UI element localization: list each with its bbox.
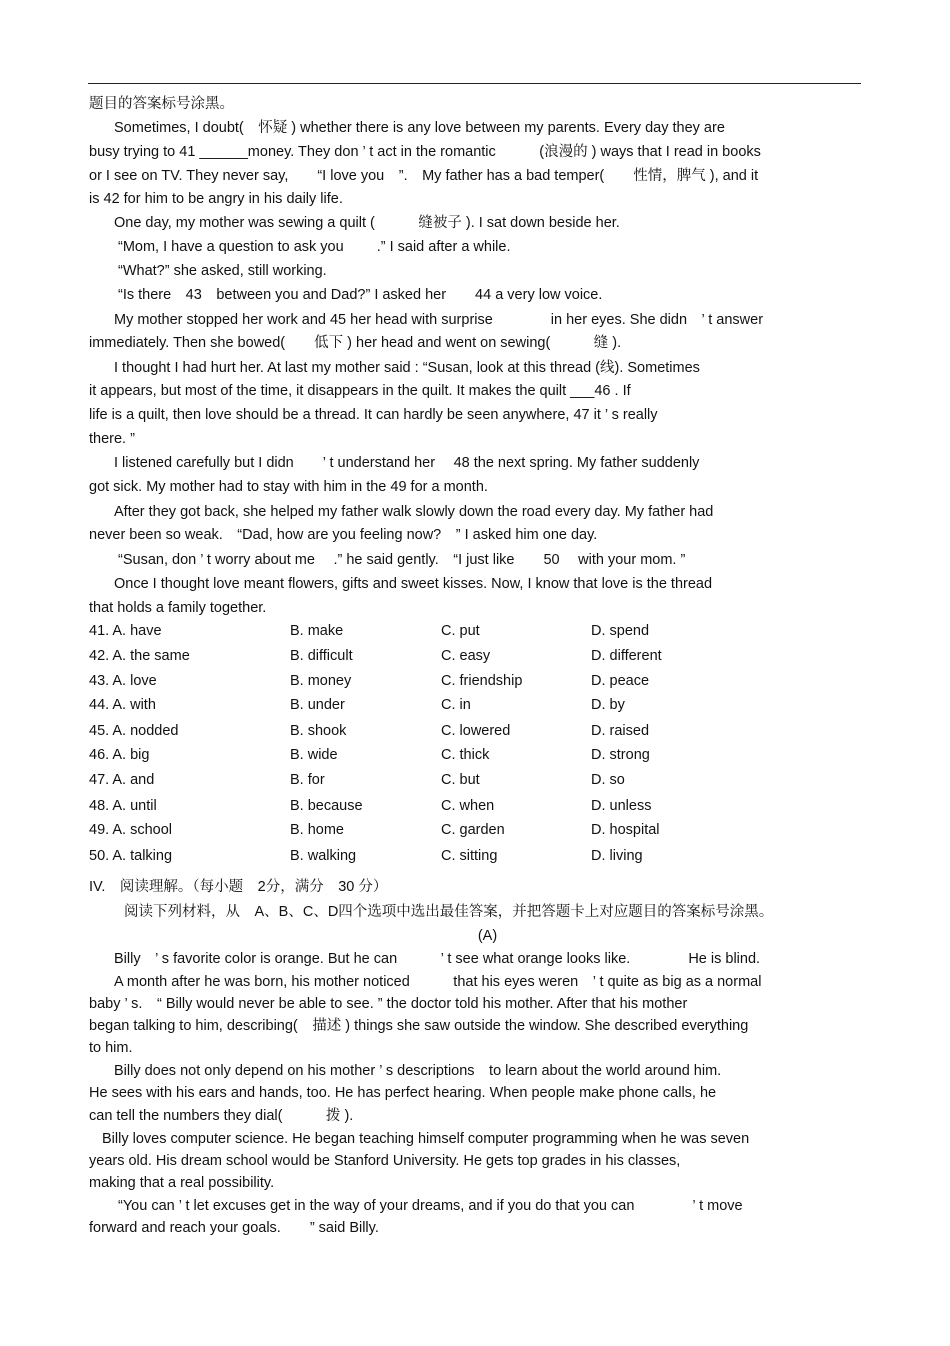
cloze-line: “Is there 43 between you and Dad?” I asked her 44 a very low voice. [118, 287, 603, 303]
reading-line: baby ’ s. “ Billy would never be able to see. ” the doctor told his mother. After that his mother [89, 996, 688, 1012]
option-d: D. peace [591, 673, 650, 689]
option-d: D. raised [591, 723, 650, 739]
header-rule [88, 83, 861, 84]
option-c: C. easy [441, 648, 491, 664]
option-a: 44. A. with [89, 697, 156, 713]
option-b: B. home [290, 822, 344, 838]
reading-line: to him. [89, 1040, 133, 1056]
option-b: B. because [290, 798, 363, 814]
reading-line: A month after he was born, his mother noticed that his eyes weren ’ t quite as big as a normal [114, 974, 762, 990]
option-d: D. spend [591, 623, 650, 639]
option-b: B. under [290, 697, 345, 713]
option-c: C. sitting [441, 848, 498, 864]
cloze-line: Once I thought love meant flowers, gifts and sweet kisses. Now, I know that love is the thread [114, 576, 713, 592]
option-b: B. money [290, 673, 352, 689]
cloze-line: Sometimes, I doubt( 怀疑 ) whether there is any love between my parents. Every day they are [114, 120, 725, 136]
cloze-line: life is a quilt, then love should be a thread. It can hardly be seen anywhere, 47 it ’ s really [89, 407, 658, 423]
cloze-line: got sick. My mother had to stay with him in the 49 for a month. [89, 479, 488, 495]
reading-line: years old. His dream school would be Stanford University. He gets top grades in his classes, [89, 1153, 681, 1169]
cloze-line: busy trying to 41 ______money. They don ’ t act in the romantic (浪漫的 ) ways that I read in books [89, 144, 761, 160]
option-c: C. thick [441, 747, 490, 763]
reading-line: He sees with his ears and hands, too. He has perfect hearing. When people make phone calls, he [89, 1085, 717, 1101]
option-d: D. hospital [591, 822, 660, 838]
section-title: IV. 阅读理解。（每小题 2分，满分 30 分） [89, 879, 388, 895]
reading-line: can tell the numbers they dial( 拨 ). [89, 1108, 354, 1124]
section-instruction: 阅读下列材料，从 A、B、C、D四个选项中选出最佳答案，并把答题卡上对应题目的答案标号涂黑。 [124, 904, 774, 920]
reading-line: Billy ’ s favorite color is orange. But he can ’ t see what orange looks like. He is blind. [114, 951, 761, 967]
option-c: C. put [441, 623, 480, 639]
reading-line: Billy loves computer science. He began teaching himself computer programming when he was seven [102, 1131, 750, 1147]
option-d: D. strong [591, 747, 650, 763]
cloze-line: “What?” she asked, still working. [118, 263, 327, 279]
option-b: B. difficult [290, 648, 353, 664]
cloze-line: After they got back, she helped my father walk slowly down the road every day. My father had [114, 504, 714, 520]
option-a: 48. A. until [89, 798, 157, 814]
cloze-line: never been so weak. “Dad, how are you feeling now? ” I asked him one day. [89, 527, 598, 543]
option-d: D. living [591, 848, 643, 864]
part-label: (A) [477, 928, 498, 944]
cloze-line: it appears, but most of the time, it disappears in the quilt. It makes the quilt ___46 . If [89, 383, 631, 399]
option-d: D. by [591, 697, 625, 713]
option-c: C. garden [441, 822, 505, 838]
option-c: C. lowered [441, 723, 511, 739]
cloze-line: I listened carefully but I didn ’ t understand her 48 the next spring. My father suddenly [114, 455, 700, 471]
cloze-line: “Mom, I have a question to ask you .” I said after a while. [118, 239, 511, 255]
option-c: C. friendship [441, 673, 523, 689]
reading-line: forward and reach your goals. ” said Billy. [89, 1220, 379, 1236]
reading-line: began talking to him, describing( 描述 ) things she saw outside the window. She described everything [89, 1018, 749, 1034]
option-c: C. when [441, 798, 495, 814]
option-d: D. so [591, 772, 625, 788]
option-a: 50. A. talking [89, 848, 173, 864]
option-b: B. for [290, 772, 325, 788]
cloze-line: My mother stopped her work and 45 her head with surprise in her eyes. She didn ’ t answer [114, 312, 764, 328]
option-c: C. but [441, 772, 480, 788]
option-b: B. make [290, 623, 344, 639]
cloze-line: “Susan, don ’ t worry about me .” he said gently. “I just like 50 with your mom. ” [118, 552, 686, 568]
cloze-line: I thought I had hurt her. At last my mother said : “Susan, look at this thread (线). Sometimes [114, 360, 700, 376]
cloze-line: or I see on TV. They never say, “I love you ”. My father has a bad temper( 性情，脾气 ), and it [89, 168, 759, 184]
option-a: 42. A. the same [89, 648, 190, 664]
option-a: 47. A. and [89, 772, 155, 788]
reading-line: “You can ’ t let excuses get in the way of your dreams, and if you do that you can ’ t move [118, 1198, 743, 1214]
option-b: B. walking [290, 848, 357, 864]
cloze-line: that holds a family together. [89, 600, 267, 616]
option-a: 41. A. have [89, 623, 162, 639]
cloze-line: there. ” [89, 431, 135, 447]
option-d: D. unless [591, 798, 652, 814]
option-a: 49. A. school [89, 822, 173, 838]
option-a: 45. A. nodded [89, 723, 179, 739]
option-a: 43. A. love [89, 673, 157, 689]
cloze-line: immediately. Then she bowed( 低下 ) her head and went on sewing( 缝 ). [89, 335, 622, 351]
option-b: B. wide [290, 747, 338, 763]
option-b: B. shook [290, 723, 347, 739]
cloze-line: One day, my mother was sewing a quilt ( 缝被子 ). I sat down beside her. [114, 215, 620, 231]
option-d: D. different [591, 648, 662, 664]
option-c: C. in [441, 697, 471, 713]
cloze-line: is 42 for him to be angry in his daily life. [89, 191, 343, 207]
option-a: 46. A. big [89, 747, 150, 763]
reading-line: Billy does not only depend on his mother ’ s descriptions to learn about the world around him. [114, 1063, 722, 1079]
reading-line: making that a real possibility. [89, 1175, 275, 1191]
instruction-tail: 题目的答案标号涂黑。 [89, 96, 234, 112]
